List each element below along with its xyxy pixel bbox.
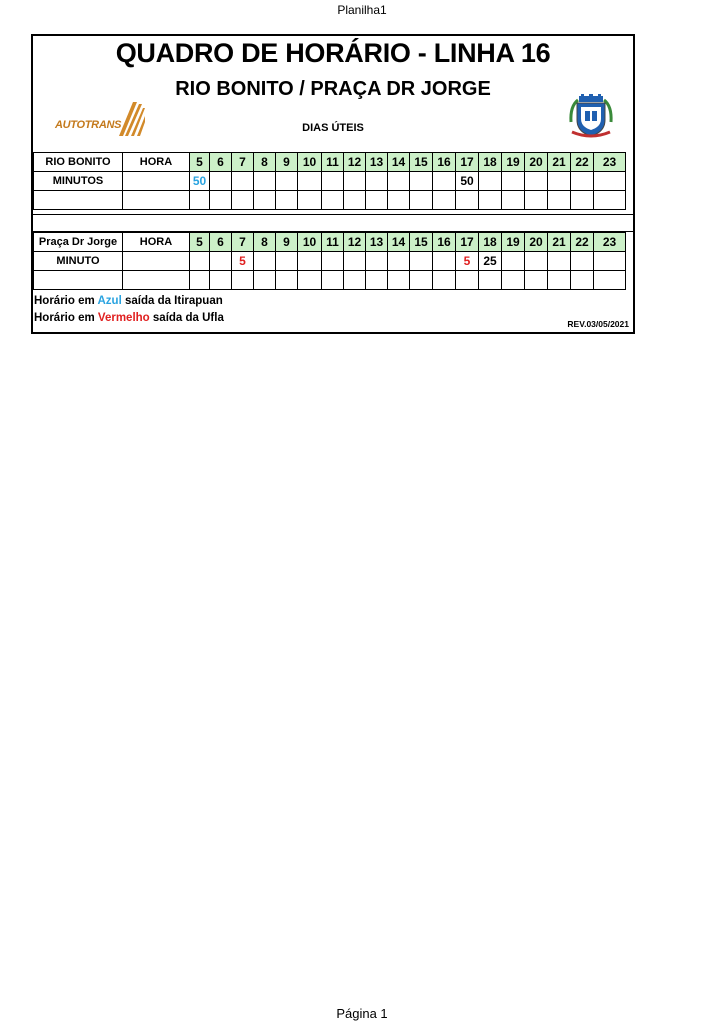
hour-cell: 17 (456, 153, 479, 172)
page-footer: Página 1 (336, 1006, 388, 1021)
minute-cell (366, 252, 388, 271)
minute-cell (366, 191, 388, 210)
autotrans-logo (53, 100, 145, 140)
city-crest-icon (568, 94, 614, 140)
blank-cell (123, 172, 190, 191)
minute-cell (571, 252, 594, 271)
hour-cell: 5 (190, 233, 210, 252)
minute-cell (366, 271, 388, 290)
hour-cell: 21 (548, 153, 571, 172)
minute-cell (594, 271, 626, 290)
minutes-row (34, 252, 626, 271)
table-praca-dr-jorge (33, 232, 626, 290)
hour-cell: 5 (190, 153, 210, 172)
hour-cell: 10 (298, 153, 322, 172)
blank-cell (34, 271, 123, 290)
table-rio-bonito (33, 152, 626, 210)
hour-cell: 12 (344, 153, 366, 172)
page-header: Planilha1 (337, 3, 387, 17)
minute-cell (571, 191, 594, 210)
minute-cell (210, 172, 232, 191)
minute-cell: 50 (190, 172, 210, 191)
minute-cell (502, 252, 525, 271)
minute-cell (298, 172, 322, 191)
minute-cell (571, 172, 594, 191)
minute-cell (298, 252, 322, 271)
minute-cell (388, 271, 410, 290)
minute-cell (410, 252, 433, 271)
legend-text: saída da Itirapuan (121, 295, 223, 307)
minute-cell (344, 172, 366, 191)
hour-cell: 7 (232, 233, 254, 252)
hour-label: HORA (123, 153, 190, 172)
revision-date: REV.03/05/2021 (567, 319, 629, 329)
hour-cell: 18 (479, 233, 502, 252)
days-label: DIAS ÚTEIS (302, 122, 364, 134)
minutes-row (34, 172, 626, 191)
hour-cell: 19 (502, 233, 525, 252)
minute-cell (479, 191, 502, 210)
hour-cell: 11 (322, 153, 344, 172)
minute-cell (232, 271, 254, 290)
minute-cell (502, 271, 525, 290)
minute-cell (190, 271, 210, 290)
minute-cell (388, 252, 410, 271)
blank-cell (123, 271, 190, 290)
minute-cell (548, 252, 571, 271)
origin-label: Praça Dr Jorge (34, 233, 123, 252)
legend-text: Horário em (34, 295, 98, 307)
minute-cell (594, 191, 626, 210)
minutes-label: MINUTO (34, 252, 123, 271)
minute-cell (502, 172, 525, 191)
hour-cell: 6 (210, 153, 232, 172)
minute-cell (571, 271, 594, 290)
hour-cell: 7 (232, 153, 254, 172)
hour-row (34, 233, 626, 252)
legend-blue (34, 295, 223, 307)
schedule-title: QUADRO DE HORÁRIO - LINHA 16 (115, 38, 551, 68)
hour-cell: 21 (548, 233, 571, 252)
minute-cell (210, 252, 232, 271)
minute-cell (433, 191, 456, 210)
minute-cell (276, 252, 298, 271)
minute-cell (276, 271, 298, 290)
hour-cell: 20 (525, 233, 548, 252)
hour-cell: 14 (388, 153, 410, 172)
logo-text: AUTOTRANS (55, 119, 122, 131)
minute-cell (254, 271, 276, 290)
hour-cell: 23 (594, 233, 626, 252)
minute-cell (190, 252, 210, 271)
hour-cell: 18 (479, 153, 502, 172)
hour-cell: 15 (410, 153, 433, 172)
hour-cell: 11 (322, 233, 344, 252)
hour-cell: 10 (298, 233, 322, 252)
minute-cell (456, 271, 479, 290)
minute-cell (254, 252, 276, 271)
origin-label: RIO BONITO (34, 153, 123, 172)
minute-cell (433, 252, 456, 271)
minute-cell (298, 191, 322, 210)
hour-cell: 13 (366, 153, 388, 172)
minute-cell (433, 271, 456, 290)
minutes-label: MINUTOS (34, 172, 123, 191)
minute-cell (548, 271, 571, 290)
legend-red (34, 312, 224, 324)
blank-cell (123, 252, 190, 271)
minute-cell (298, 271, 322, 290)
legend-color-word: Vermelho (97, 312, 150, 324)
hour-cell: 13 (366, 233, 388, 252)
minute-cell (210, 191, 232, 210)
hour-cell: 17 (456, 233, 479, 252)
hour-cell: 19 (502, 153, 525, 172)
blank-cell (34, 191, 123, 210)
minute-cell (388, 172, 410, 191)
schedule-sheet (31, 34, 635, 334)
minute-cell (322, 191, 344, 210)
table-separator (33, 214, 633, 232)
minute-cell (276, 191, 298, 210)
minute-cell (479, 271, 502, 290)
hour-label: HORA (123, 233, 190, 252)
minute-cell: 25 (479, 252, 502, 271)
minute-cell (388, 191, 410, 210)
route-subtitle: RIO BONITO / PRAÇA DR JORGE (175, 78, 491, 100)
minute-cell (344, 191, 366, 210)
minute-cell (525, 252, 548, 271)
minute-cell (232, 191, 254, 210)
hour-cell: 23 (594, 153, 626, 172)
hour-cell: 16 (433, 153, 456, 172)
minute-cell (254, 172, 276, 191)
minute-cell: 50 (456, 172, 479, 191)
hour-cell: 9 (276, 233, 298, 252)
minute-cell (410, 191, 433, 210)
hour-cell: 15 (410, 233, 433, 252)
hour-cell: 12 (344, 233, 366, 252)
minute-cell (502, 191, 525, 210)
minute-cell (276, 172, 298, 191)
minute-cell (410, 172, 433, 191)
hour-cell: 8 (254, 153, 276, 172)
minute-cell (525, 172, 548, 191)
hour-row (34, 153, 626, 172)
minute-cell (232, 172, 254, 191)
minute-cell (210, 271, 232, 290)
hour-cell: 14 (388, 233, 410, 252)
minute-cell (190, 191, 210, 210)
minute-cell (322, 172, 344, 191)
minute-cell (456, 191, 479, 210)
minute-cell (344, 252, 366, 271)
minute-cell (548, 172, 571, 191)
legend-color-word: Azul (97, 295, 122, 307)
hour-cell: 6 (210, 233, 232, 252)
legend-text: Horário em (34, 312, 98, 324)
minute-cell (525, 191, 548, 210)
minute-cell: 5 (456, 252, 479, 271)
minute-cell (479, 172, 502, 191)
minute-cell (322, 271, 344, 290)
blank-cell (123, 191, 190, 210)
minute-cell (410, 271, 433, 290)
hour-cell: 20 (525, 153, 548, 172)
legend-text: saída da Ufla (149, 312, 224, 324)
hour-cell: 22 (571, 233, 594, 252)
hour-cell: 22 (571, 153, 594, 172)
hour-cell: 9 (276, 153, 298, 172)
minute-cell (594, 172, 626, 191)
minute-cell (525, 271, 548, 290)
minute-cell (548, 191, 571, 210)
minute-cell (322, 252, 344, 271)
minute-cell (254, 191, 276, 210)
minutes-row-2 (34, 191, 626, 210)
minute-cell (366, 172, 388, 191)
minute-cell (344, 271, 366, 290)
minute-cell: 5 (232, 252, 254, 271)
hour-cell: 16 (433, 233, 456, 252)
minutes-row-2 (34, 271, 626, 290)
minute-cell (594, 252, 626, 271)
minute-cell (433, 172, 456, 191)
hour-cell: 8 (254, 233, 276, 252)
